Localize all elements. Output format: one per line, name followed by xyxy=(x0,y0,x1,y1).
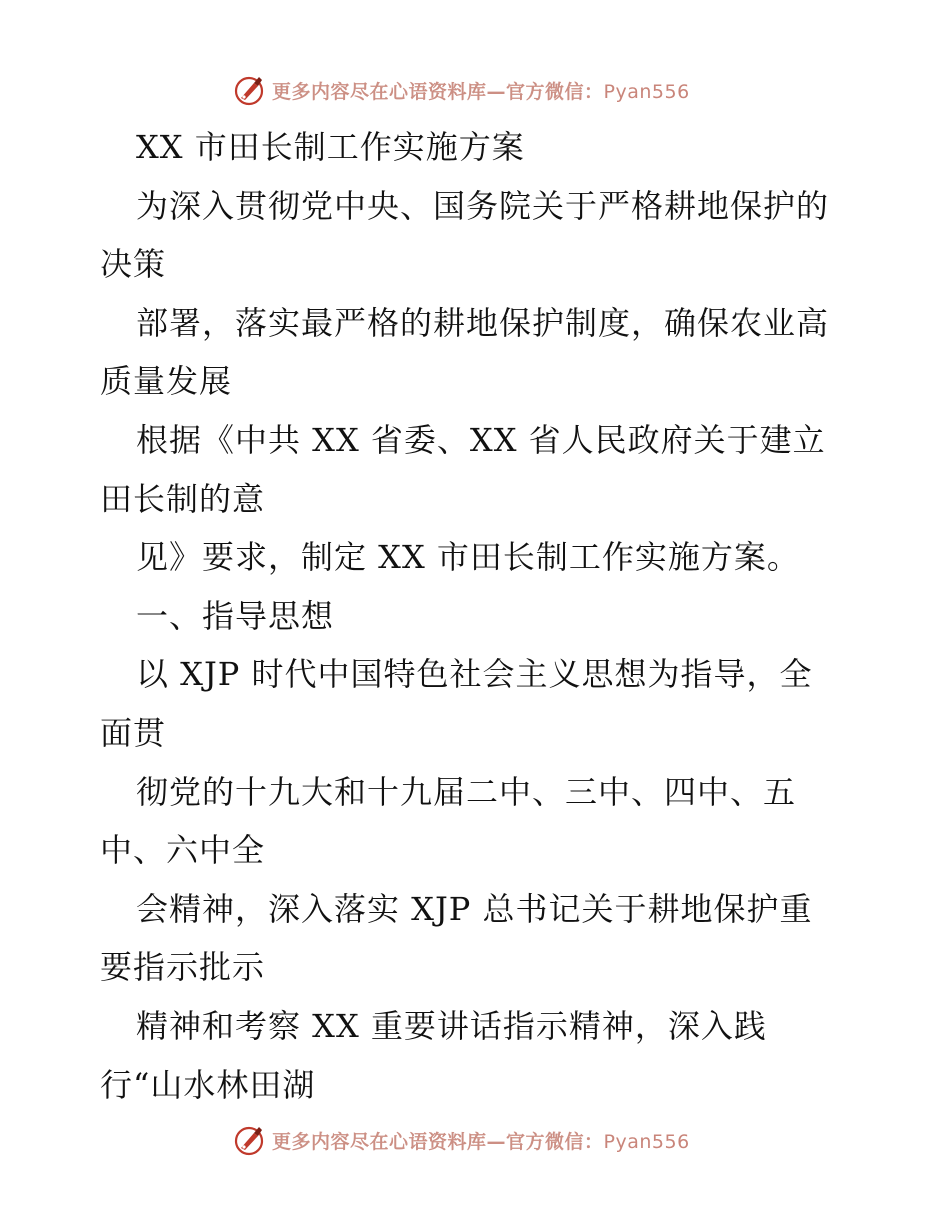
document-body xyxy=(100,118,860,1114)
watermark-text xyxy=(272,1127,690,1154)
document-line: 见》要求，制定 XX 市田长制工作实施方案。 xyxy=(136,538,800,577)
document-line: 中、六中全 xyxy=(100,831,266,870)
page-footer-watermark xyxy=(232,1122,752,1158)
document-line: 彻党的十九大和十九届二中、三中、四中、五 xyxy=(136,772,797,811)
pen-logo-icon xyxy=(232,1123,266,1157)
document-line: 田长制的意 xyxy=(100,479,266,518)
document-line: 决策 xyxy=(100,245,167,284)
watermark-text xyxy=(272,77,690,104)
document-line: 要指示批示 xyxy=(100,948,266,987)
document-line: 质量发展 xyxy=(100,362,233,401)
pen-logo-icon xyxy=(232,73,266,107)
document-line: 部署，落实最严格的耕地保护制度，确保农业高 xyxy=(136,303,830,342)
document-line: 会精神，深入落实 XJP 总书记关于耕地保护重 xyxy=(136,889,813,928)
watermark-wechat-label: 官方微信： xyxy=(506,80,604,103)
watermark-site: 更多内容尽在心语资料库— xyxy=(272,1130,507,1153)
document-line: 以 XJP 时代中国特色社会主义思想为指导，全 xyxy=(136,655,813,694)
document-line: XX 市田长制工作实施方案 xyxy=(136,128,525,166)
watermark-wechat-label: 官方微信： xyxy=(506,1130,604,1153)
document-line: 行“山水林田湖 xyxy=(100,1065,316,1104)
watermark-handle: Pyan556 xyxy=(603,1130,690,1153)
document-line: 精神和考察 XX 重要讲话指示精神，深入践 xyxy=(136,1006,767,1045)
watermark-handle: Pyan556 xyxy=(603,80,690,103)
document-line: 一、指导思想 xyxy=(136,596,335,635)
document-line: 根据《中共 XX 省委、XX 省人民政府关于建立 xyxy=(136,420,826,459)
watermark-site: 更多内容尽在心语资料库— xyxy=(272,80,507,103)
document-line: 面贯 xyxy=(100,713,167,752)
document-line: 为深入贯彻党中央、国务院关于严格耕地保护的 xyxy=(136,186,830,225)
page-header-watermark xyxy=(232,72,752,108)
